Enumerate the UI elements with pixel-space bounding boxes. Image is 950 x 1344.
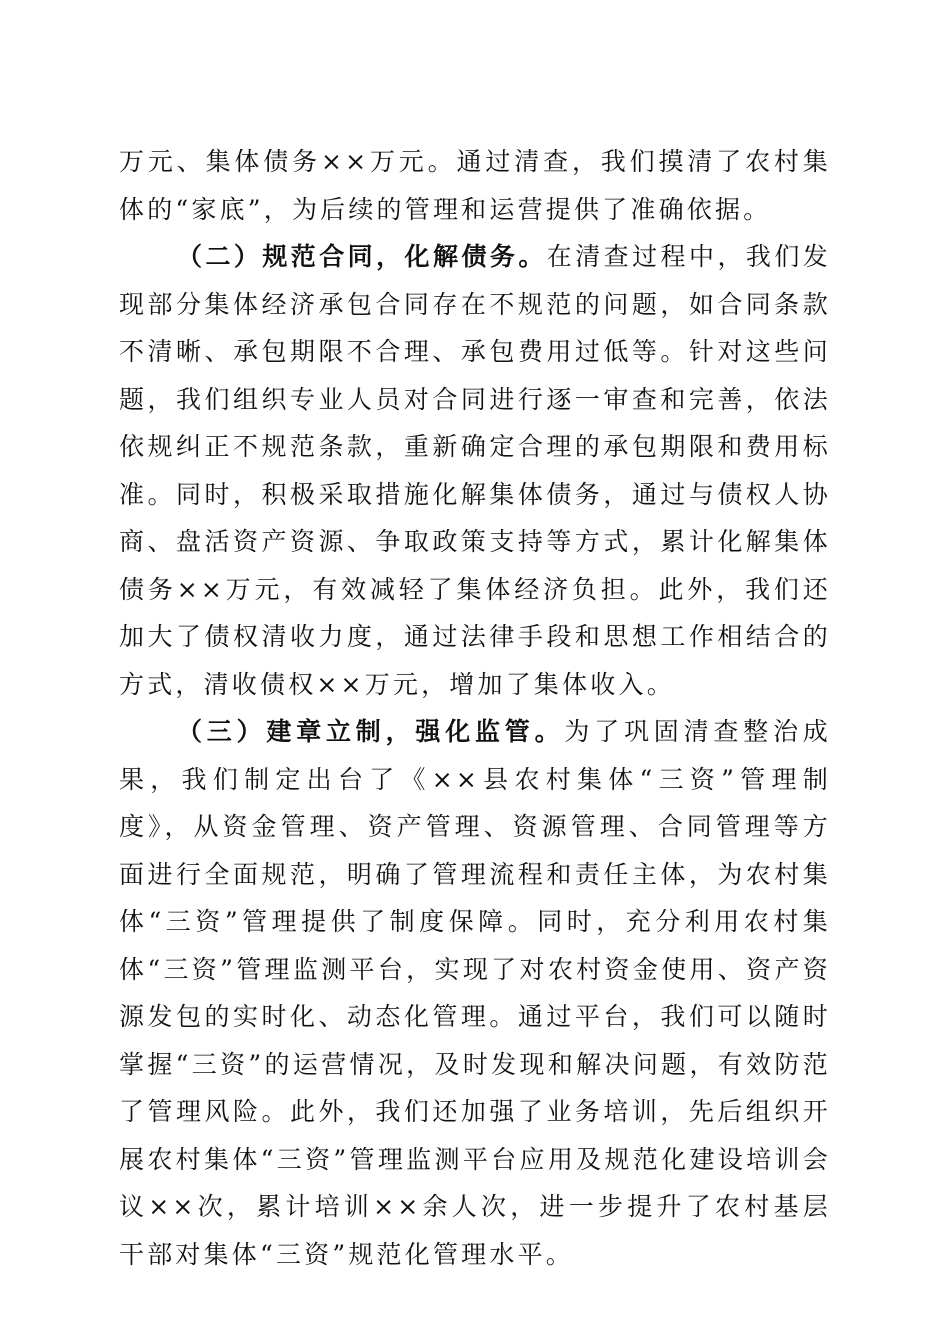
intro-paragraph: 万元、集体债务××万元。通过清查，我们摸清了农村集体的“家底”，为后续的管理和运营提供了准确依据。 <box>119 147 831 224</box>
section-paragraph-3 <box>119 708 831 1278</box>
document-page <box>119 138 831 1278</box>
section-heading-2: （二）规范合同，化解债务。 <box>177 242 547 271</box>
section-heading-3: （三）建章立制，强化监管。 <box>177 717 565 746</box>
section-body-2: 在清查过程中，我们发现部分集体经济承包合同存在不规范的问题，如合同条款不清晰、承包期限不合理、承包费用过低等。针对这些问题，我们组织专业人员对合同进行逐一审查和完善，依法依规纠正不规范条款，重新确定合理的承包期限和费用标准。同时，积极采取措施化解集体债务，通过与债权人协商、盘活资产资源、争取政策支持等方式，累计化解集体债务××万元，有效减轻了集体经济负担。此外，我们还加大了债权清收力度，通过法律手段和思想工作相结合的方式，清收债权××万元，增加了集体收入。 <box>119 242 831 699</box>
section-body-3: 为了巩固清查整治成果，我们制定出台了《××县农村集体“三资”管理制度》，从资金管理、资产管理、资源管理、合同管理等方面进行全面规范，明确了管理流程和责任主体，为农村集体“三资”管理提供了制度保障。同时，充分利用农村集体“三资”管理监测平台，实现了对农村资金使用、资产资源发包的实时化、动态化管理。通过平台，我们可以随时掌握“三资”的运营情况，及时发现和解决问题，有效防范了管理风险。此外，我们还加强了业务培训，先后组织开展农村集体“三资”管理监测平台应用及规范化建设培训会议××次，累计培训××余人次，进一步提升了农村基层干部对集体“三资”规范化管理水平。 <box>119 717 831 1269</box>
section-paragraph-2 <box>119 233 831 708</box>
